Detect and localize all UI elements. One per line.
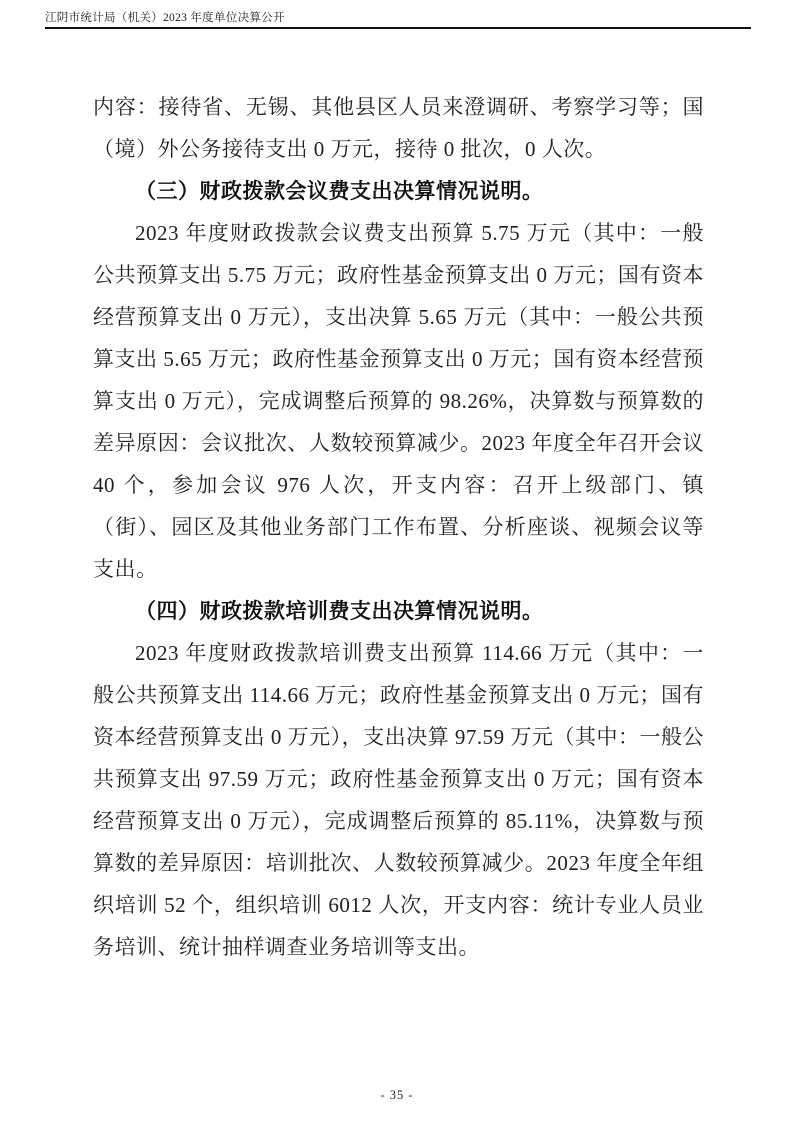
section-heading: （四）财政拨款培训费支出决算情况说明。 [135,599,544,623]
paragraph: 2023 年度财政拨款培训费支出预算 114.66 万元（其中：一般公共预算支出 114.66 万元；政府性基金预算支出 0 万元；国有资本经营预算支出 0 万元），支出决算 97.59 万元（其中：一般公共预算支出 97.59 万元；政府性基金预算支出 0 万元；国有资本经营预算支出 0 万元），完成调整后预算的 85.11%，决算数与预算数的差异原因：培训批次、人数较预算减少。2023 年度全年组织培训 52 个，组织培训 6012 人次，开支内容：统计专业人员业务培训、统计抽样调查业务培训等支出。 [93,641,704,959]
page-header [45,0,751,29]
document-body [93,86,704,968]
header-title: 江阴市统计局（机关）2023 年度单位决算公开 [45,12,285,24]
section-heading: （三）财政拨款会议费支出决算情况说明。 [135,179,544,203]
page-number: - 35 - [380,1088,414,1102]
page-footer [0,1088,794,1103]
paragraph: 2023 年度财政拨款会议费支出预算 5.75 万元（其中：一般公共预算支出 5.75 万元；政府性基金预算支出 0 万元；国有资本经营预算支出 0 万元），支出决算 5.65 万元（其中：一般公共预算支出 5.65 万元；政府性基金预算支出 0 万元；国有资本经营预算支出 0 万元），完成调整后预算的 98.26%，决算数与预算数的差异原因：会议批次、人数较预算减少。2023 年度全年召开会议 40 个，参加会议 976 人次，开支内容：召开上级部门、镇（街）、园区及其他业务部门工作布置、分析座谈、视频会议等支出。 [93,221,704,581]
paragraph: 内容：接待省、无锡、其他县区人员来澄调研、考察学习等；国（境）外公务接待支出 0 万元，接待 0 批次，0 人次。 [93,95,704,161]
